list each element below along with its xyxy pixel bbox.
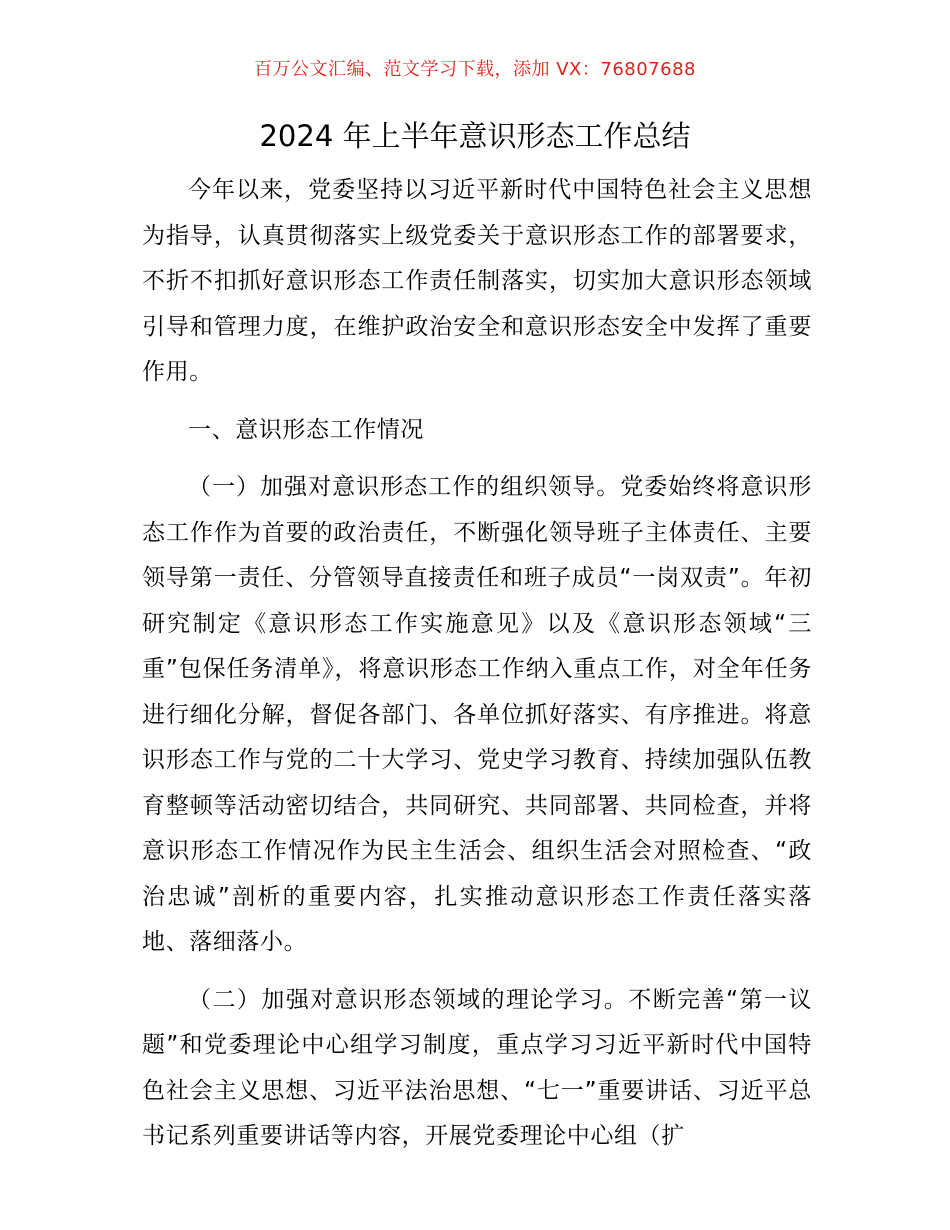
document-body [142, 168, 812, 1160]
item-2-paragraph [142, 978, 812, 1160]
document-title: 2024 年上半年意识形态工作总结 [259, 119, 691, 153]
section-heading-1: 一、意识形态工作情况 [188, 416, 424, 443]
item-2-body: 不断完善“第一议题”和党委理论中心组学习制度，重点学习习近平新时代中国特色社会主义思想、习近平法治思想、“七一”重要讲话、习近平总书记系列重要讲话等内容，开展党委理论中心组（扩 [142, 986, 812, 1149]
item-1-lead: （一）加强对意识形态工作的组织领导。 [188, 474, 621, 500]
watermark-header: 百万公文汇编、范文学习下载，添加 VX：76807688 [254, 59, 696, 80]
item-1-paragraph [142, 465, 812, 966]
item-1-body: 党委始终将意识形态工作作为首要的政治责任，不断强化领导班子主体责任、主要领导第一责任、分管领导直接责任和班子成员“一岗双责”。年初研究制定《意识形态工作实施意见》以及《意识形态领域“三重”包保任务清单》，将意识形态工作纳入重点工作，对全年任务进行细化分解，督促各部门、各单位抓好落实、有序推进。将意识形态工作与党的二十大学习、党史学习教育、持续加强队伍教育整顿等活动密切结合，共同研究、共同部署、共同检查，并将意识形态工作情况作为民主生活会、组织生活会对照检查、“政治忠诚”剖析的重要内容，扎实推动意识形态工作责任落实落地、落细落小。 [142, 474, 812, 955]
item-2-lead: （二）加强对意识形态领域的理论学习。 [188, 986, 629, 1013]
intro-paragraph: 今年以来，党委坚持以习近平新时代中国特色社会主义思想为指导，认真贯彻落实上级党委关于意识形态工作的部署要求，不折不扣抓好意识形态工作责任制落实，切实加大意识形态领域引导和管理力度，在维护政治安全和意识形态安全中发挥了重要作用。 [142, 177, 812, 385]
